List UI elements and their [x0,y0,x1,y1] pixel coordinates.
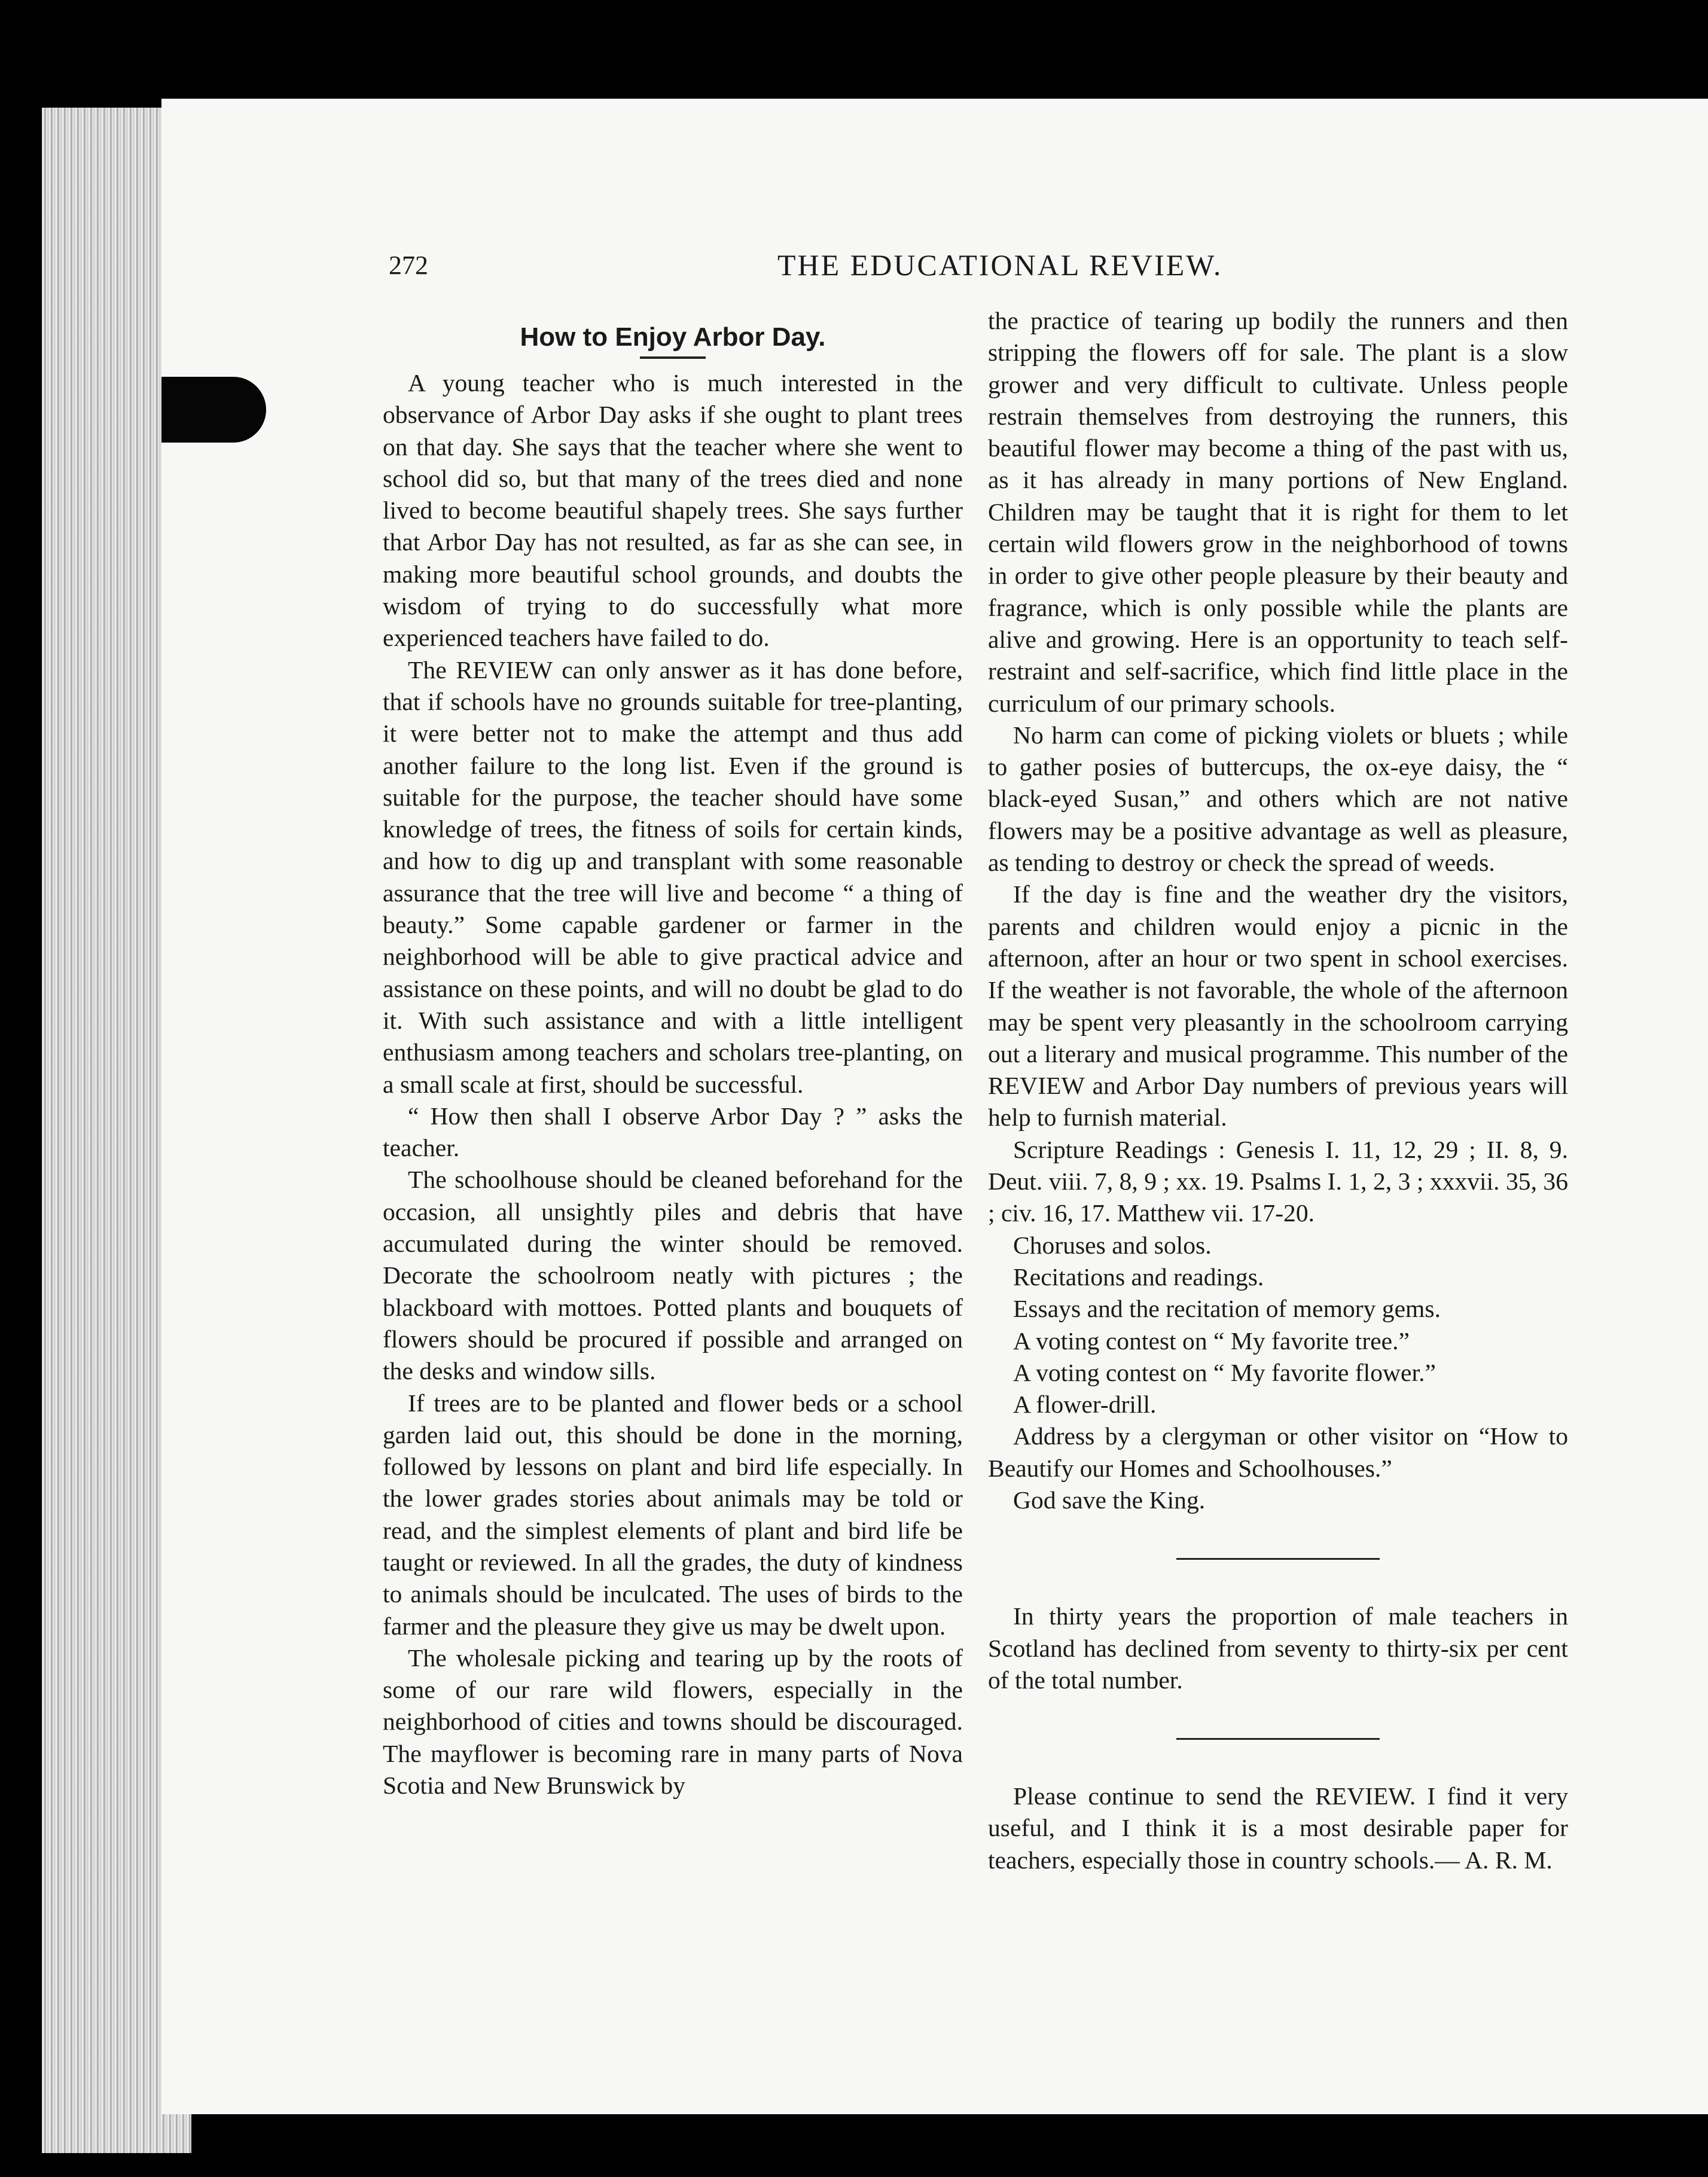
paragraph: the practice of tearing up bodily the runners and then stripping the flowers off for sale. The plant is a slow grower and very difficult to cultivate. Unless people restrain themselves from destroying the runners, this beautiful flower may become a thing of the past with us, as it has already in many portions of New England. Children may be taught that it is right for them to let certain wild flowers grow in the neighborhood of towns in order to give other people pleasure by their beauty and fragrance, which is only possible while the plants are alive and growing. Here is an opportunity to teach self-restraint and self-sacrifice, which find little place in the curriculum of our primary schools. [988,307,1568,717]
paragraph: If trees are to be planted and flower beds or a school garden laid out, this should be done in the morning, followed by lessons on plant and bird life especially. In the lower grades stories about animals may be told or read, and the simplest elements of plant and bird life be taught or reviewed. In all the grades, the duty of kindness to animals should be inculcated. The uses of birds to the farmer and the pleasure they give us may be dwelt upon. [383,1389,963,1640]
paragraph: The wholesale picking and tearing up by the roots of some of our rare wild flowers, especially in the neighborhood of cities and towns should be discouraged. The mayflower is becoming rare in many parts of Nova Scotia and New Brunswick by [383,1644,963,1800]
bookmark-clip [161,377,266,443]
separator-rule [1176,1558,1380,1560]
closing-item: God save the King. [1013,1486,1206,1514]
paragraph: The REVIEW can only answer as it has done before, that if schools have no grounds suitable for tree-planting, it were better not to make the attempt and thus add another failure to the long list. Even if the ground is suitable for the purpose, the teacher should have some knowledge of trees, the fitness of soils for certain kinds, and how to dig up and transplant with some reasonable assurance that the tree will live and become “ a thing of beauty.” Some capable gardener or farmer in the neighborhood will be able to give practical advice and assistance on these points, and will no doubt be glad to do it. With such assistance and with a little intelligent enthusiasm among teachers and scholars tree-planting, on a small scale at first, should be successful. [383,655,963,1098]
scotland-note: In thirty years the proportion of male teachers in Scotland has declined from seventy to thirty-six per cent of the total number. [988,1602,1568,1694]
right-column [988,305,1568,1876]
scripture-readings: Scripture Readings : Genesis I. 11, 12, 29 ; II. 8, 9. Deut. viii. 7, 8, 9 ; xx. 19. Psalms I. 1, 2, 3 ; xxxvii. 35, 36 ; civ. 16, 17. Matthew vii. 17-20. [988,1135,1568,1227]
title-rule [640,356,706,359]
reader-letter: Please continue to send the REVIEW. I find it very useful, and I think it is a most desirable paper for teachers, especially those in country schools.— A. R. M. [988,1782,1568,1874]
program-item: A voting contest on “ My favorite flower.” [1013,1358,1436,1386]
paragraph: If the day is fine and the weather dry the visitors, parents and children would enjoy a picnic in the afternoon, after an hour or two spent in school exercises. If the weather is not favorable, the whole of the afternoon may be spent very pleasantly in the schoolroom carrying out a literary and musical programme. This number of the REVIEW and Arbor Day numbers of previous years will help to furnish material. [988,880,1568,1132]
program-item: Recitations and readings. [1013,1263,1264,1291]
running-title: THE EDUCATIONAL REVIEW. [777,248,1223,282]
left-column [383,305,963,1801]
program-item: A voting contest on “ My favorite tree.” [1013,1327,1410,1355]
page-number: 272 [389,251,428,280]
separator-rule [1176,1738,1380,1740]
program-item: Essays and the recitation of memory gems. [1013,1295,1441,1323]
address-item: Address by a clergyman or other visitor on “How to Beautify our Homes and Schoolhouses.” [988,1422,1568,1482]
paragraph: No harm can come of picking violets or bluets ; while to gather posies of buttercups, the ox-eye daisy, the “ black-eyed Susan,” and others which are not native flowers may be a positive advantage as well as pleasure, as tending to destroy or check the spread of weeds. [988,721,1568,877]
paragraph: “ How then shall I observe Arbor Day ? ” asks the teacher. [383,1102,963,1162]
page-header [389,239,1573,287]
article-title: How to Enjoy Arbor Day. [520,322,826,352]
program-item: A flower-drill. [1013,1391,1157,1419]
paragraph: A young teacher who is much interested in the observance of Arbor Day asks if she ought to plant trees on that day. She says that the teacher where she went to school did so, but that many of the trees died and none lived to become beautiful shapely trees. She says further that Arbor Day has not resulted, as far as she can see, in making more beautiful school grounds, and doubts the wisdom of trying to do successfully what more experienced teachers have failed to do. [383,369,963,652]
paragraph: The schoolhouse should be cleaned beforehand for the occasion, all unsightly piles and debris that have accumulated during the winter should be removed. Decorate the schoolroom neatly with pictures ; the blackboard with mottoes. Potted plants and bouquets of flowers should be procured if possible and arranged on the desks and window sills. [383,1166,963,1385]
program-item: Choruses and solos. [1013,1231,1212,1259]
